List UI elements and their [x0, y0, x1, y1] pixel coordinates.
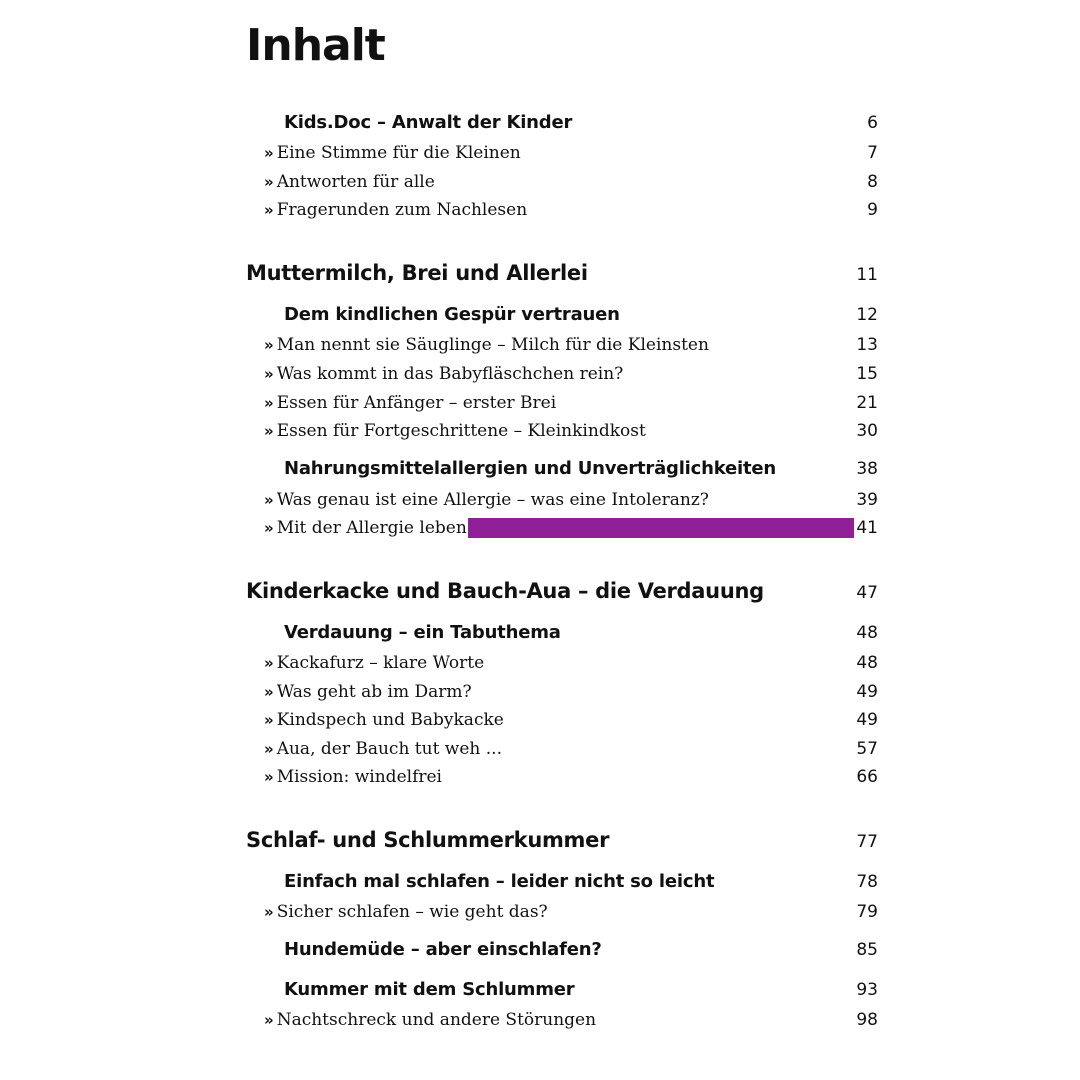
toc-entry-text: Mission: windelfrei — [276, 767, 442, 787]
toc-page-number: 41 — [856, 518, 878, 538]
double-chevron-icon: » — [264, 768, 274, 786]
toc-page-number: 38 — [856, 459, 878, 479]
toc-entry-text: Essen für Anfänger – erster Brei — [276, 393, 557, 413]
toc-page-number: 30 — [856, 421, 878, 441]
toc-page-number: 13 — [856, 335, 878, 355]
toc-entry-text: Dem kindlichen Gespür vertrauen — [284, 304, 620, 325]
toc-entry-label — [264, 739, 502, 759]
toc-entry-text: Eine Stimme für die Kleinen — [276, 143, 521, 163]
toc-section — [246, 299, 878, 329]
toc-item — [246, 647, 878, 677]
toc-entry-text: Was kommt in das Babyfläschchen rein? — [276, 364, 624, 384]
toc-entry-label — [264, 710, 504, 730]
toc-item — [246, 387, 878, 417]
toc-entry-text: Verdauung – ein Tabuthema — [284, 622, 561, 643]
toc-entry-text: Kinderkacke und Bauch-Aua – die Verdauung — [246, 579, 764, 603]
toc-section — [246, 934, 878, 964]
toc-entry-label — [264, 490, 709, 510]
toc-entry-label — [264, 172, 435, 192]
toc-entry-label — [264, 518, 467, 538]
double-chevron-icon: » — [264, 683, 274, 701]
double-chevron-icon: » — [264, 740, 274, 758]
toc-page-number: 49 — [856, 682, 878, 702]
toc-entry-label — [284, 939, 602, 960]
toc-page-number: 47 — [856, 583, 878, 603]
double-chevron-icon: » — [264, 903, 274, 921]
toc-entry-label — [284, 458, 776, 479]
toc-chapter — [246, 826, 878, 856]
toc-entry-label — [264, 902, 548, 922]
toc-page-number: 79 — [856, 902, 878, 922]
toc-item — [246, 1004, 878, 1034]
double-chevron-icon: » — [264, 1011, 274, 1029]
toc-page-number: 48 — [856, 623, 878, 643]
toc-item — [246, 194, 878, 224]
toc-entry-label — [264, 1010, 596, 1030]
toc-page-number: 21 — [856, 393, 878, 413]
toc-entry-label — [264, 653, 484, 673]
toc-entry-text: Man nennt sie Säuglinge – Milch für die Kleinsten — [276, 335, 709, 355]
page-title: Inhalt — [246, 20, 385, 71]
toc-entry-text: Aua, der Bauch tut weh ... — [276, 739, 502, 759]
double-chevron-icon: » — [264, 144, 274, 162]
toc-page-number: 6 — [867, 113, 878, 133]
toc-page-number: 66 — [856, 767, 878, 787]
toc-page-number: 9 — [867, 200, 878, 220]
toc-page-number: 15 — [856, 364, 878, 384]
toc-page-number: 49 — [856, 710, 878, 730]
toc-entry-label — [264, 335, 709, 355]
toc-section — [246, 453, 878, 483]
toc-entry-text: Schlaf- und Schlummerkummer — [246, 828, 610, 852]
toc-item — [246, 415, 878, 445]
toc-entry-text: Muttermilch, Brei und Allerlei — [246, 261, 588, 285]
toc-entry-text: Sicher schlafen – wie geht das? — [276, 902, 548, 922]
toc-entry-label — [246, 261, 588, 285]
toc-entry-text: Mit der Allergie leben — [276, 518, 467, 538]
toc-entry-label — [284, 112, 572, 133]
double-chevron-icon: » — [264, 491, 274, 509]
toc-entry-label — [284, 304, 620, 325]
toc-page-number: 8 — [867, 172, 878, 192]
double-chevron-icon: » — [264, 711, 274, 729]
toc-item — [246, 358, 878, 388]
toc-chapter — [246, 577, 878, 607]
toc-item — [246, 704, 878, 734]
double-chevron-icon: » — [264, 519, 274, 537]
toc-page-number: 85 — [856, 940, 878, 960]
double-chevron-icon: » — [264, 201, 274, 219]
toc-page-number: 98 — [856, 1010, 878, 1030]
toc-item — [246, 484, 878, 514]
toc-entry-label — [264, 767, 442, 787]
toc-item — [246, 676, 878, 706]
double-chevron-icon: » — [264, 422, 274, 440]
toc-entry-text: Essen für Fortgeschrittene – Kleinkindkost — [276, 421, 646, 441]
toc-page-number: 7 — [867, 143, 878, 163]
double-chevron-icon: » — [264, 173, 274, 191]
toc-entry-label — [264, 421, 646, 441]
toc-entry-label — [284, 871, 714, 892]
toc-entry-text: Nachtschreck und andere Störungen — [276, 1010, 597, 1030]
toc-entry-text: Fragerunden zum Nachlesen — [276, 200, 528, 220]
toc-item — [246, 896, 878, 926]
toc-section — [246, 107, 878, 137]
toc-entry-text: Kindspech und Babykacke — [276, 710, 504, 730]
toc-page-number: 11 — [856, 265, 878, 285]
toc-chapter — [246, 259, 878, 289]
toc-section — [246, 617, 878, 647]
double-chevron-icon: » — [264, 336, 274, 354]
toc-page-number: 12 — [856, 305, 878, 325]
double-chevron-icon: » — [264, 394, 274, 412]
toc-entry-text: Nahrungsmittelallergien und Unverträglichkeiten — [284, 458, 777, 479]
toc-entry-text: Kackafurz – klare Worte — [276, 653, 485, 673]
toc-entry-text: Was geht ab im Darm? — [276, 682, 472, 702]
toc-page-number: 78 — [856, 872, 878, 892]
toc-entry-label — [264, 200, 527, 220]
double-chevron-icon: » — [264, 654, 274, 672]
toc-entry-label — [246, 828, 609, 852]
toc-page-number: 77 — [856, 832, 878, 852]
toc-entry-text: Was genau ist eine Allergie – was eine Intoleranz? — [276, 490, 709, 510]
toc-item — [246, 166, 878, 196]
toc-entry-text: Antworten für alle — [276, 172, 435, 192]
toc-entry-label — [264, 682, 472, 702]
toc-item — [246, 137, 878, 167]
toc-page-number: 48 — [856, 653, 878, 673]
toc-entry-text: Einfach mal schlafen – leider nicht so leicht — [284, 871, 715, 892]
toc-page-number: 39 — [856, 490, 878, 510]
toc-page-number: 57 — [856, 739, 878, 759]
double-chevron-icon: » — [264, 365, 274, 383]
toc-section — [246, 974, 878, 1004]
toc-entry-label — [264, 364, 623, 384]
toc-entry-text: Kummer mit dem Schlummer — [284, 979, 575, 1000]
toc-entry-label — [264, 393, 556, 413]
toc-item — [246, 761, 878, 791]
toc-entry-label — [284, 979, 574, 1000]
toc-page-number: 93 — [856, 980, 878, 1000]
highlight-bar — [468, 518, 854, 538]
toc-item — [246, 329, 878, 359]
toc-entry-label — [246, 579, 764, 603]
toc-section — [246, 866, 878, 896]
toc-entry-text: Hundemüde – aber einschlafen? — [284, 939, 602, 960]
toc-entry-text: Kids.Doc – Anwalt der Kinder — [284, 112, 573, 133]
toc-entry-label — [264, 143, 521, 163]
toc-entry-label — [284, 622, 561, 643]
toc-item — [246, 733, 878, 763]
